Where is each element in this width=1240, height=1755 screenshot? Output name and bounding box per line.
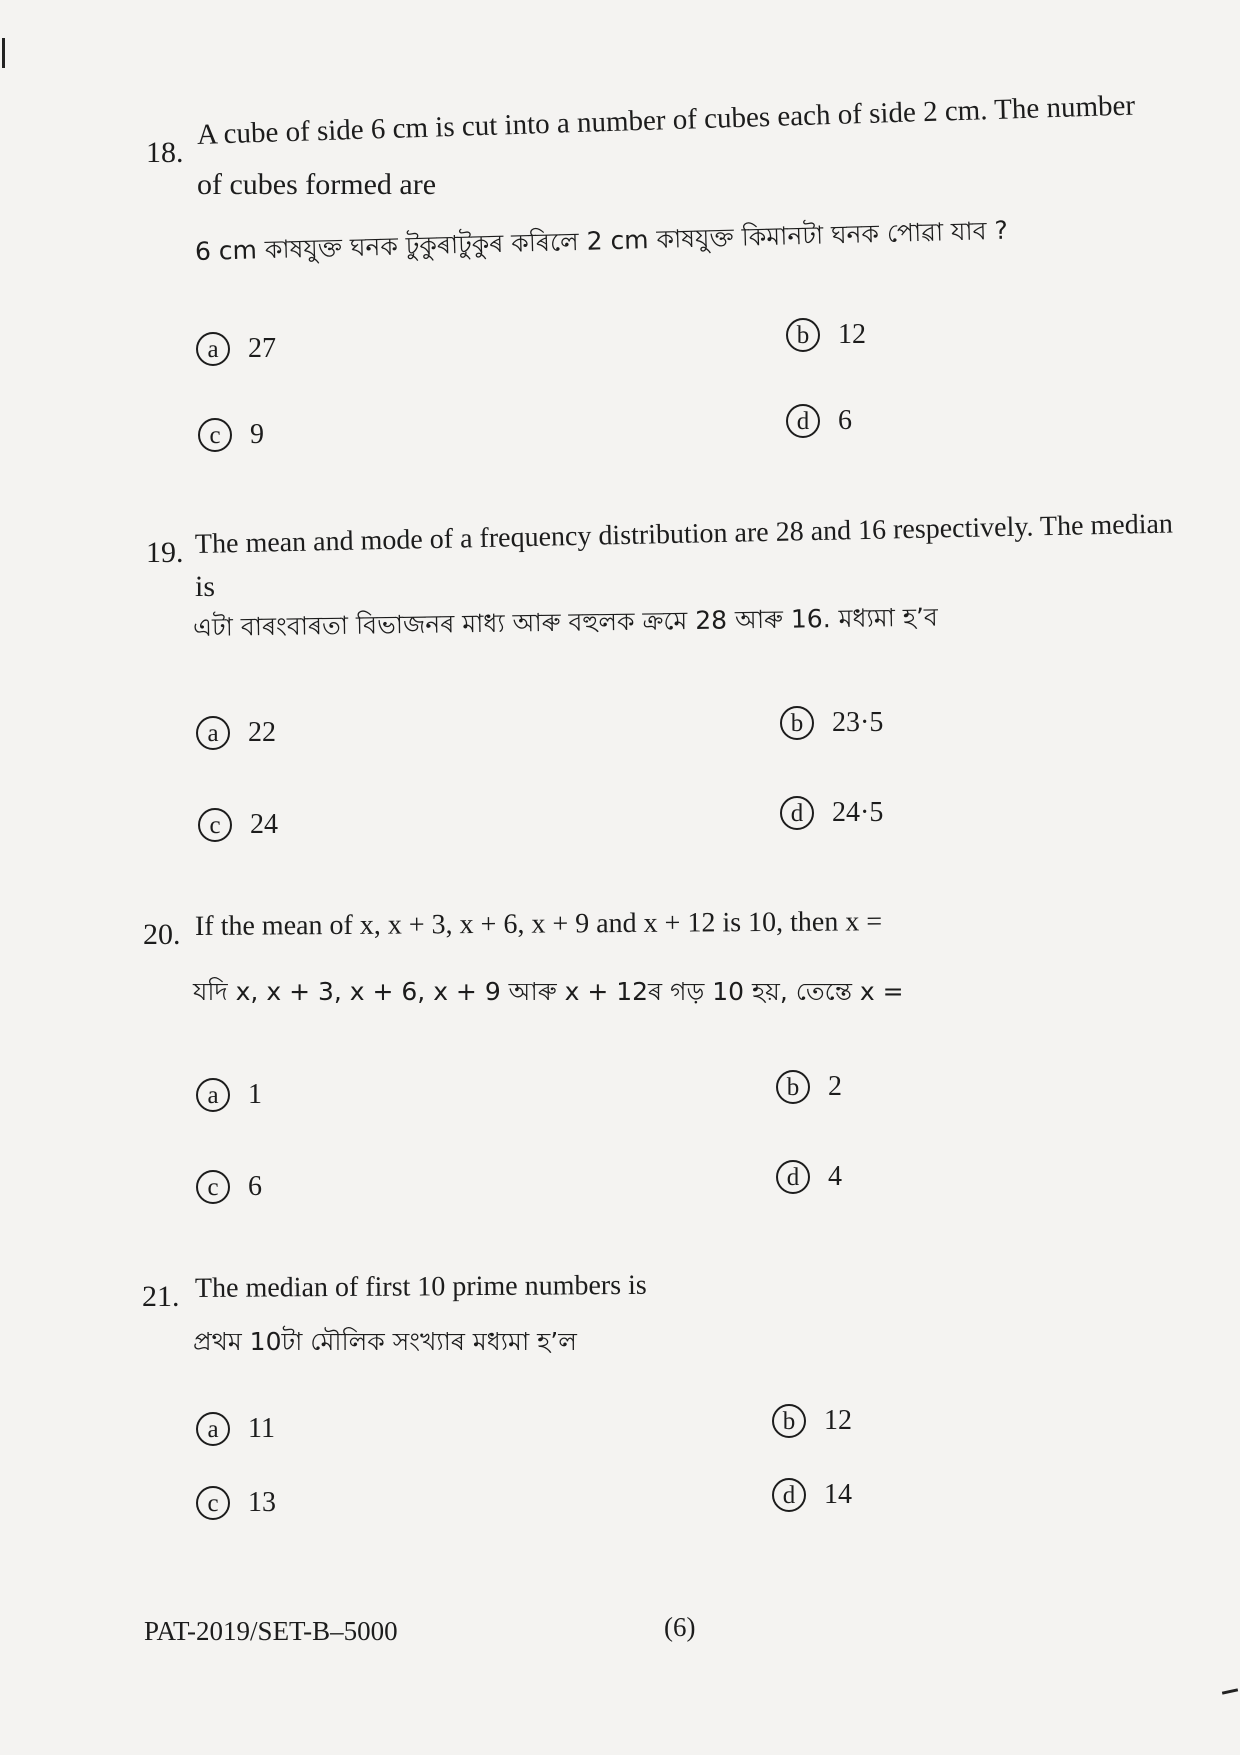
option-b-bubble[interactable]: b bbox=[772, 1404, 806, 1438]
option-c-bubble[interactable]: c bbox=[198, 808, 232, 842]
option-b[interactable] bbox=[776, 1070, 842, 1104]
option-b[interactable] bbox=[780, 706, 883, 740]
question-assamese: এটা বাৰংবাৰতা বিভাজনৰ মাধ্য আৰু বহুলক ক্ৰমে 28 আৰু 16. মধ্যমা হ’ব bbox=[192, 602, 939, 642]
scan-edge-mark bbox=[1222, 1688, 1238, 1694]
option-b-bubble[interactable]: b bbox=[776, 1070, 810, 1104]
option-d[interactable] bbox=[780, 796, 883, 830]
option-d[interactable] bbox=[786, 404, 852, 438]
option-a-value: 11 bbox=[248, 1413, 275, 1444]
question-number: 21. bbox=[142, 1280, 180, 1313]
option-a-value: 22 bbox=[248, 717, 276, 748]
option-b[interactable] bbox=[786, 318, 866, 352]
question-number: 19. bbox=[146, 536, 184, 569]
option-b-value: 12 bbox=[838, 319, 866, 350]
option-c[interactable] bbox=[196, 1170, 262, 1204]
option-c-bubble[interactable]: c bbox=[198, 418, 232, 452]
option-a-bubble[interactable]: a bbox=[196, 332, 230, 366]
footer-exam-code: PAT-2019/SET-B–5000 bbox=[144, 1616, 398, 1646]
option-c-value: 9 bbox=[250, 419, 264, 450]
option-c[interactable] bbox=[198, 418, 264, 452]
question-text-line1: The mean and mode of a frequency distribution are 28 and 16 respectively. The median bbox=[194, 508, 1174, 560]
option-c-value: 13 bbox=[248, 1487, 276, 1518]
option-a-bubble[interactable]: a bbox=[196, 716, 230, 750]
scan-edge-mark bbox=[2, 38, 5, 68]
question-assamese: 6 cm কাষযুক্ত ঘনক টুকুৰাটুকুৰ কৰিলে 2 cm কাষযুক্ত কিমানটা ঘনক পোৱা যাব ? bbox=[194, 215, 1009, 266]
option-a-bubble[interactable]: a bbox=[196, 1412, 230, 1446]
option-d-bubble[interactable]: d bbox=[780, 796, 814, 830]
question-text-line1: A cube of side 6 cm is cut into a number of cubes each of side 2 cm. The number bbox=[196, 89, 1136, 151]
option-d-value: 4 bbox=[828, 1161, 842, 1192]
option-c-bubble[interactable]: c bbox=[196, 1486, 230, 1520]
question-text-line1: The median of first 10 prime numbers is bbox=[194, 1269, 647, 1304]
question-assamese: যদি x, x + 3, x + 6, x + 9 আৰু x + 12ৰ গড় 10 হয়, তেন্তে x = bbox=[193, 977, 904, 1006]
question-text-line2: of cubes formed are bbox=[197, 168, 437, 201]
option-a[interactable] bbox=[196, 332, 276, 366]
footer-page-number: (6) bbox=[664, 1612, 696, 1642]
option-a[interactable] bbox=[196, 716, 276, 750]
option-c-value: 24 bbox=[250, 809, 278, 840]
option-d-value: 24·5 bbox=[832, 797, 884, 828]
option-a[interactable] bbox=[196, 1078, 262, 1112]
option-b-value: 2 bbox=[828, 1071, 842, 1102]
option-a-bubble[interactable]: a bbox=[196, 1078, 230, 1112]
option-d-value: 6 bbox=[838, 405, 852, 436]
option-b-bubble[interactable]: b bbox=[780, 706, 814, 740]
option-d-bubble[interactable]: d bbox=[786, 404, 820, 438]
question-text-line2: is bbox=[195, 570, 216, 603]
option-a[interactable] bbox=[196, 1412, 275, 1446]
option-c[interactable] bbox=[198, 808, 278, 842]
option-c-bubble[interactable]: c bbox=[196, 1170, 230, 1204]
option-a-value: 1 bbox=[248, 1079, 262, 1110]
option-c-value: 6 bbox=[248, 1171, 262, 1202]
option-b-value: 12 bbox=[824, 1405, 852, 1436]
question-text-line1: If the mean of x, x + 3, x + 6, x + 9 and x + 12 is 10, then x = bbox=[194, 906, 883, 942]
option-c[interactable] bbox=[196, 1486, 276, 1520]
question-assamese: প্ৰথম 10টা মৌলিক সংখ্যাৰ মধ্যমা হ’ল bbox=[193, 1327, 577, 1356]
question-number: 20. bbox=[143, 918, 181, 951]
option-b-bubble[interactable]: b bbox=[786, 318, 820, 352]
question-number: 18. bbox=[146, 136, 184, 169]
option-d-bubble[interactable]: d bbox=[772, 1478, 806, 1512]
option-d[interactable] bbox=[772, 1478, 852, 1512]
option-b[interactable] bbox=[772, 1404, 852, 1438]
option-d-value: 14 bbox=[824, 1479, 852, 1510]
option-d-bubble[interactable]: d bbox=[776, 1160, 810, 1194]
option-a-value: 27 bbox=[248, 333, 276, 364]
option-d[interactable] bbox=[776, 1160, 842, 1194]
option-b-value: 23·5 bbox=[832, 707, 884, 738]
